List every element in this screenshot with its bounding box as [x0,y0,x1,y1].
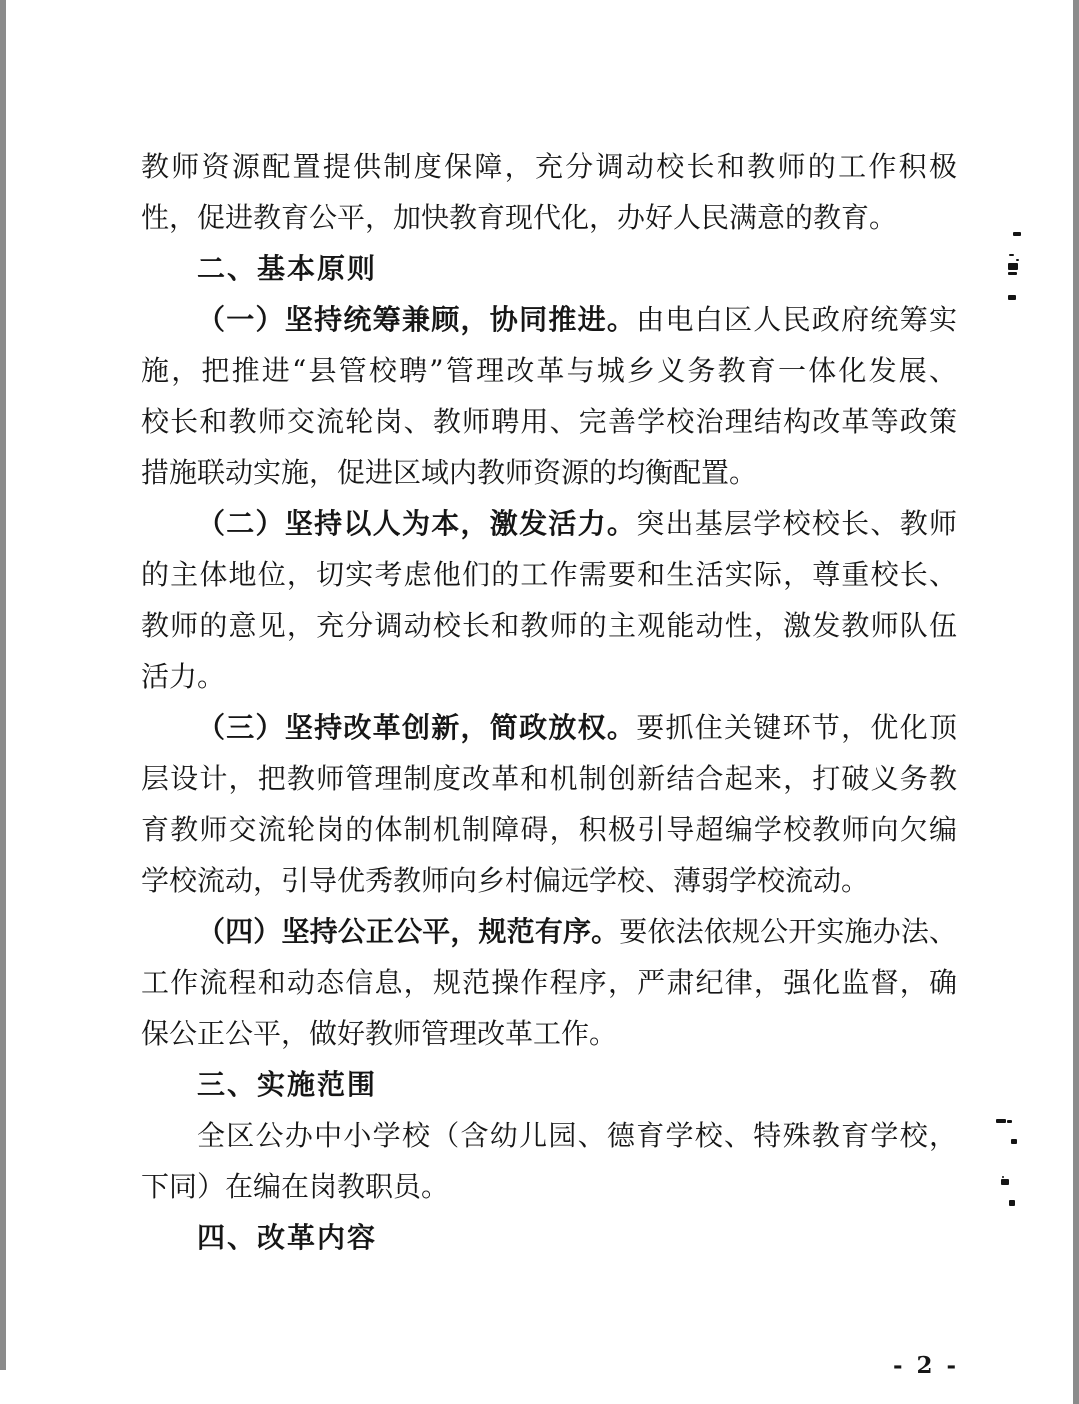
scan-artifact-mark [1007,1120,1012,1123]
scan-artifact-mark [1013,232,1021,236]
text-line [141,600,957,651]
scan-artifact-mark [1011,1139,1017,1144]
text-segment: 教师的意见，充分调动校长和教师的主观能动性，激发教师队伍 [141,609,957,642]
section-heading-line [141,1059,957,1110]
text-segment: 教师资源配置提供制度保障，充分调动校长和教师的工作积极 [141,150,957,183]
document-body-text [141,141,957,1263]
text-segment: 全区公办中小学校（含幼儿园、德育学校、特殊教育学校， [197,1119,957,1152]
text-segment: （四）坚持公正公平，规范有序。 [197,915,620,948]
text-segment: 活力。 [141,660,226,693]
text-line [141,753,957,804]
text-segment: 二、基本原则 [197,252,378,285]
scan-artifact-mark [1002,1176,1004,1178]
text-line [141,804,957,855]
text-segment: 育教师交流轮岗的体制机制障碍，积极引导超编学校教师向欠编 [141,813,957,846]
text-line [141,396,957,447]
text-segment: 性，促进教育公平，加快教育现代化，办好人民满意的教育。 [141,201,898,234]
text-line [141,345,957,396]
scan-artifact-mark [1009,1200,1015,1206]
section-heading-line [141,243,957,294]
text-line [141,141,957,192]
text-segment: 四、改革内容 [197,1221,378,1254]
scanner-edge-strip-left [0,0,6,1370]
text-segment: 要抓住关键环节，优化顶 [636,711,957,744]
scan-artifact-mark [1008,295,1016,300]
scan-artifact-mark [1016,259,1019,261]
scanner-edge-strip-right [1073,0,1079,1404]
scan-artifact-mark [1008,263,1018,270]
text-line [141,294,957,345]
text-segment: 由电白区人民政府统筹实 [636,303,957,336]
text-line [141,702,957,753]
text-line [141,1008,957,1059]
text-segment: 下同）在编在岗教职员。 [141,1170,450,1203]
scan-artifact-mark [996,1119,1006,1123]
text-line [141,906,957,957]
scan-artifact-mark [1001,1179,1009,1185]
text-line [141,549,957,600]
section-heading-line [141,1212,957,1263]
text-line [141,192,957,243]
text-line [141,651,957,702]
page-number: - 2 - [892,1352,960,1379]
text-line [141,957,957,1008]
text-line [141,1110,957,1161]
text-segment: 保公正公平，做好教师管理改革工作。 [141,1017,618,1050]
text-line [141,1161,957,1212]
text-line [141,447,957,498]
text-segment: （二）坚持以人为本，激发活力。 [197,507,637,540]
text-line [141,855,957,906]
text-segment: 学校流动，引导优秀教师向乡村偏远学校、薄弱学校流动。 [141,864,870,897]
text-segment: 层设计，把教师管理制度改革和机制创新结合起来，打破义务教 [141,762,957,795]
text-segment: （一）坚持统筹兼顾，协同推进。 [197,303,637,336]
text-segment: 措施联动实施，促进区域内教师资源的均衡配置。 [141,456,758,489]
text-segment: （三）坚持改革创新，简政放权。 [197,711,637,744]
scan-artifact-mark [1009,254,1014,256]
text-segment: 的主体地位，切实考虑他们的工作需要和生活实际，尊重校长、 [141,558,957,591]
text-segment: 校长和教师交流轮岗、教师聘用、完善学校治理结构改革等政策 [141,405,957,438]
text-line [141,498,957,549]
text-segment: 工作流程和动态信息，规范操作程序，严肃纪律，强化监督，确 [141,966,957,999]
text-segment: 三、实施范围 [197,1068,378,1101]
text-segment: 突出基层学校校长、教师 [636,507,957,540]
text-segment: 施，把推进“县管校聘”管理改革与城乡义务教育一体化发展、 [141,354,957,387]
scan-artifact-mark [1008,272,1017,275]
text-segment: 要依法依规公开实施办法、 [619,915,957,948]
